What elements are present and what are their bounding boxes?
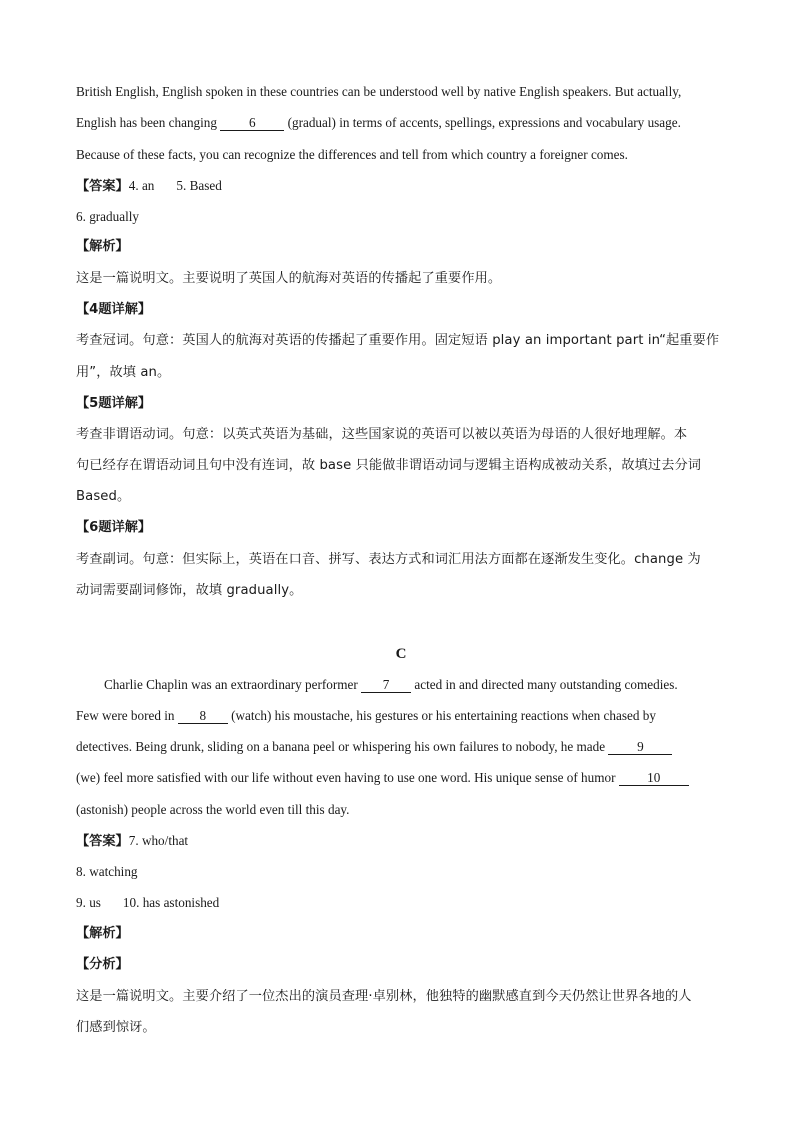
answer-line [76,832,726,851]
answer-9: 9. us [76,895,101,910]
analysis-label: 【解析】 [76,926,129,941]
passage-text: Few were bored in [76,708,178,723]
analysis-summary: 们感到惊讶。 [76,1020,156,1035]
passage-text: English has been changing [76,115,221,130]
passage-text: Charlie Chaplin was an extraordinary performer [104,677,362,692]
answer-line [76,894,726,912]
passage-line [76,769,726,787]
q6-label: 【6题详解】 [76,520,152,535]
passage-line [104,676,726,694]
answer-label: 【答案】 [76,179,129,194]
q5-explanation: 考查非谓语动词。句意：以英式英语为基础，这些国家说的英语可以被以英语为母语的人很好地理解。本 [76,427,688,442]
analysis-summary: 这是一篇说明文。主要说明了英国人的航海对英语的传播起了重要作用。 [76,271,502,286]
q6-explanation: 考查副词。句意：但实际上，英语在口音、拼写、表达方式和词汇用法方面都在逐渐发生变化。change 为 [76,552,701,567]
q6-explanation: 动词需要副词修饰，故填 gradually。 [76,583,303,598]
blank-10: 10 [619,770,689,786]
passage-line [76,707,726,725]
q5-explanation: 句已经存在谓语动词且句中没有连词，故 base 只能做非谓语动词与逻辑主语构成被动关系，故填过去分词 [76,458,702,473]
analysis-sub-label: 【分析】 [76,957,129,972]
q4-label: 【4题详解】 [76,302,152,317]
blank-9: 9 [608,739,672,755]
answer-10: 10. has astonished [122,895,220,910]
q5-label: 【5题详解】 [76,396,152,411]
blank-7: 7 [361,677,411,693]
answer-8: 8. watching [76,864,138,879]
passage-text: (we) feel more satisfied with our life without even having to use one word. His unique sense of humor [76,770,619,785]
passage-text: (gradual) in terms of accents, spellings, expressions and vocabulary usage. [284,115,681,130]
answer-4: 4. an [128,178,155,193]
q4-explanation: 用”，故填 an。 [76,365,171,380]
analysis-label: 【解析】 [76,239,129,254]
blank-8: 8 [178,708,228,724]
passage-line [76,114,726,132]
section-heading: C [395,646,407,662]
q4-explanation: 考查冠词。句意：英国人的航海对英语的传播起了重要作用。固定短语 play an important part in“起重要作 [76,333,720,348]
answer-line [76,177,726,196]
answer-6: 6. gradually [76,209,139,224]
answer-label: 【答案】 [76,834,129,849]
answer-5: 5. Based [176,178,222,193]
passage-line [76,738,726,756]
passage-line: Because of these facts, you can recognize the differences and tell from which country a foreigner comes. [76,147,628,162]
q5-explanation: Based。 [76,489,131,504]
passage-line: (astonish) people across the world even till this day. [76,802,350,817]
blank-6: 6 [220,115,284,131]
passage-text: acted in and directed many outstanding comedies. [411,677,678,692]
passage-text: (watch) his moustache, his gestures or his entertaining reactions when chased by [227,708,656,723]
passage-text: detectives. Being drunk, sliding on a banana peel or whispering his own failures to nobody, he made [76,739,609,754]
passage-line: British English, English spoken in these countries can be understood well by native English speakers. But actually, [76,84,682,99]
analysis-summary: 这是一篇说明文。主要介绍了一位杰出的演员查理·卓别林，他独特的幽默感直到今天仍然让世界各地的人 [76,989,692,1004]
answer-7: 7. who/that [128,833,189,848]
